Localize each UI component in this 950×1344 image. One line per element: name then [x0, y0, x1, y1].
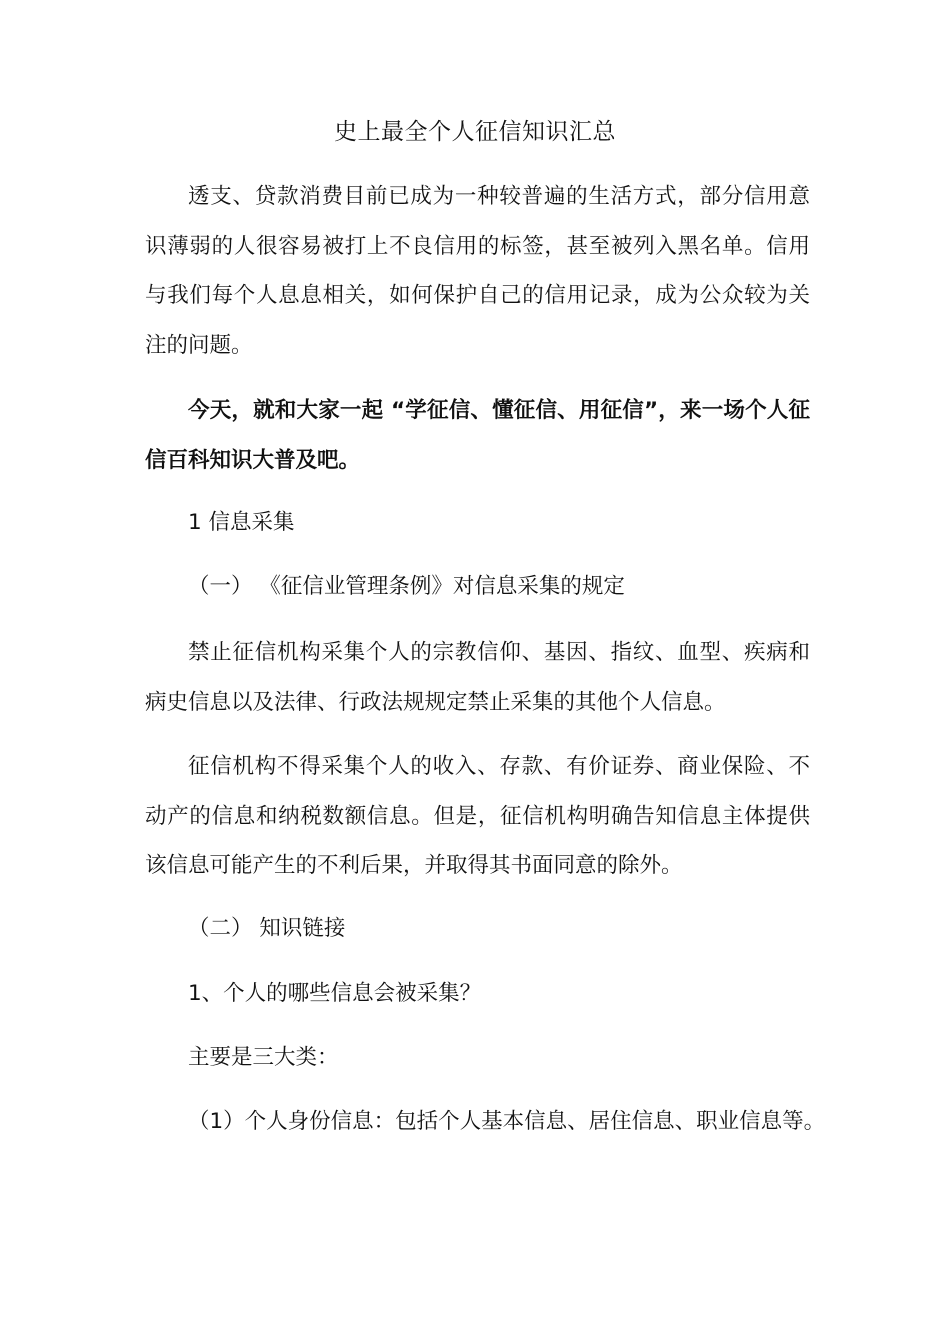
document-title: 史上最全个人征信知识汇总: [334, 119, 616, 145]
answer-intro: 主要是三大类：: [188, 1045, 339, 1070]
question-which-information: 1、个人的哪些信息会被采集？: [188, 981, 482, 1006]
subsection-heading-knowledge-link: （二） 知识链接: [188, 916, 346, 941]
answer-item-identity-info: （1）个人身份信息：包括个人基本信息、居住信息、职业信息等。: [188, 1109, 826, 1134]
section-heading-information-collection: 1 信息采集: [188, 510, 295, 535]
paragraph-income-collection: 征信机构不得采集个人的收入、存款、有价证券、商业保险、不动产的信息和纳税数额信息。但是，征信机构明确告知信息主体提供该信息可能产生的不利后果，并取得其书面同意的除外。: [145, 754, 810, 878]
intro-paragraph: 透支、贷款消费目前已成为一种较普遍的生活方式，部分信用意识薄弱的人很容易被打上不良信用的标签，甚至被列入黑名单。信用与我们每个人息息相关，如何保护自己的信用记录，成为公众较为关注的问题。: [145, 184, 810, 358]
paragraph-prohibited-collection: 禁止征信机构采集个人的宗教信仰、基因、指纹、血型、疾病和病史信息以及法律、行政法规规定禁止采集的其他个人信息。: [145, 640, 810, 715]
lead-paragraph: 今天，就和大家一起 “学征信、懂征信、用征信”，来一场个人征信百科知识大普及吧。: [145, 398, 810, 473]
subsection-heading-regulation: （一） 《征信业管理条例》对信息采集的规定: [188, 574, 625, 599]
